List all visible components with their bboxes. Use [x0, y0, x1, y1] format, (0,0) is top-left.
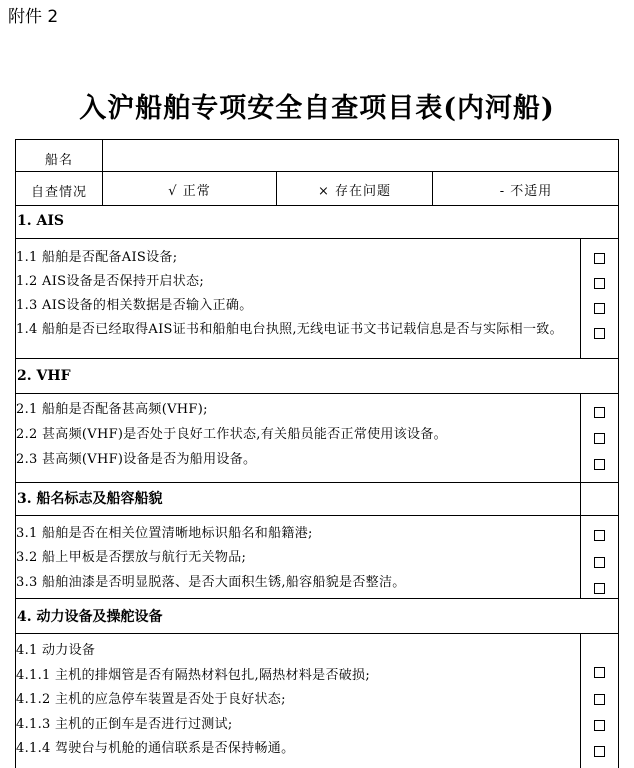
- section-heading-ais: 1. AIS: [17, 213, 65, 229]
- checkbox[interactable]: [594, 278, 605, 289]
- row-divider: [15, 515, 619, 516]
- list-item: 3.1 船舶是否在相关位置清晰地标识船名和船籍港;: [16, 526, 313, 541]
- row-divider: [15, 482, 619, 483]
- checkbox[interactable]: [594, 746, 605, 757]
- checkbox[interactable]: [594, 583, 605, 594]
- list-item: 1.3 AIS设备的相关数据是否输入正确。: [16, 298, 253, 313]
- list-item: 3.3 船舶油漆是否明显脱落、是否大面积生锈,船容船貌是否整洁。: [16, 575, 406, 590]
- checkbox[interactable]: [594, 459, 605, 470]
- section-heading-vhf: 2. VHF: [17, 368, 71, 384]
- row-divider: [15, 238, 619, 239]
- row-divider: [15, 598, 619, 599]
- list-item: 3.2 船上甲板是否摆放与航行无关物品;: [16, 550, 247, 565]
- option-problem: × 存在问题: [317, 184, 392, 199]
- list-item: 1.2 AIS设备是否保持开启状态;: [16, 274, 205, 289]
- checkbox[interactable]: [594, 328, 605, 339]
- section-heading-ship-name-sign: 3. 船名标志及船容船貌: [17, 491, 163, 507]
- checkbox[interactable]: [594, 253, 605, 264]
- col-divider: [580, 238, 581, 358]
- list-item: 4.1.2 主机的应急停车装置是否处于良好状态;: [16, 692, 286, 707]
- checkbox[interactable]: [594, 667, 605, 678]
- list-item: 4.1.3 主机的正倒车是否进行过测试;: [16, 717, 233, 732]
- attachment-label: 附件 2: [8, 7, 59, 27]
- ship-name-input[interactable]: [110, 149, 610, 165]
- col-divider: [580, 393, 581, 515]
- subheading-power-equipment: 4.1 动力设备: [16, 643, 96, 658]
- row-divider: [15, 358, 619, 359]
- checkbox[interactable]: [594, 694, 605, 705]
- section-heading-power-steering: 4. 动力设备及操舵设备: [17, 609, 163, 625]
- list-item: 4.1.4 驾驶台与机舱的通信联系是否保持畅通。: [16, 741, 295, 756]
- row-divider: [15, 393, 619, 394]
- checkbox[interactable]: [594, 433, 605, 444]
- list-item: 4.1.1 主机的排烟管是否有隔热材料包扎,隔热材料是否破损;: [16, 668, 371, 683]
- row-divider: [15, 205, 619, 206]
- list-item: 2.2 甚高频(VHF)是否处于良好工作状态,有关船员能否正常使用该设备。: [16, 427, 447, 442]
- check-status-label: 自查情况: [30, 185, 87, 200]
- list-item: 2.1 船舶是否配备甚高频(VHF);: [16, 402, 208, 417]
- row-divider: [15, 633, 619, 634]
- checkbox[interactable]: [594, 303, 605, 314]
- list-item: 1.4 船舶是否已经取得AIS证书和船舶电台执照,无线电证书文书记载信息是否与实际相一致。: [16, 322, 563, 337]
- col-divider: [580, 515, 581, 598]
- checkbox[interactable]: [594, 720, 605, 731]
- col-divider: [580, 633, 581, 768]
- row-divider: [15, 171, 619, 172]
- checkbox[interactable]: [594, 557, 605, 568]
- checkbox[interactable]: [594, 407, 605, 418]
- list-item: 1.1 船舶是否配备AIS设备;: [16, 250, 178, 265]
- option-not-applicable: - 不适用: [499, 184, 553, 199]
- checkbox[interactable]: [594, 530, 605, 541]
- list-item: 2.3 甚高频(VHF)设备是否为船用设备。: [16, 452, 257, 467]
- page-title: 入沪船舶专项安全自查项目表(内河船): [79, 93, 555, 124]
- option-normal: √ 正常: [168, 184, 211, 199]
- ship-name-label: 船名: [44, 153, 73, 168]
